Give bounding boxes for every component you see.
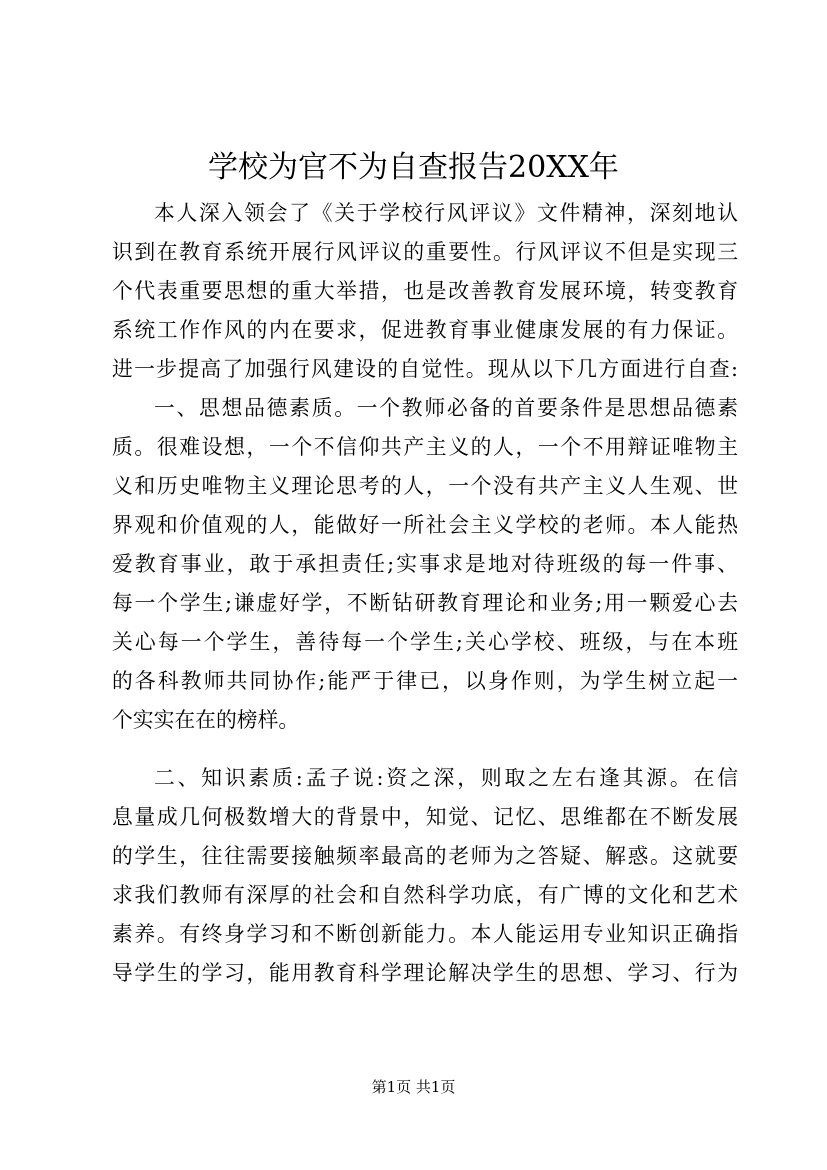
document-title: 学校为官不为自查报告20XX年: [208, 150, 619, 185]
paragraph-line: 的学生，往往需要接触频率最高的老师为之答疑、解惑。这就要: [112, 844, 738, 868]
paragraph-line: 爱教育事业，敢于承担责任;实事求是地对待班级的每一件事、: [112, 552, 738, 576]
paragraph-line: 本人深入领会了《关于学校行风评议》文件精神，深刻地认: [154, 201, 738, 225]
paragraph-moral-quality: [112, 389, 738, 740]
paragraph-line: 质。很难设想，一个不信仰共产主义的人，一个不用辩证唯物主: [112, 435, 738, 459]
paragraph-line: 系统工作作风的内在要求，促进教育事业健康发展的有力保证。: [112, 318, 738, 342]
paragraph-line: 素养。有终身学习和不断创新能力。本人能运用专业知识正确指: [112, 922, 738, 946]
paragraph-line: 二、知识素质:孟子说:资之深，则取之左右逢其源。在信: [154, 766, 738, 790]
document-body: [112, 194, 738, 993]
paragraph-line: 求我们教师有深厚的社会和自然科学功底，有广博的文化和艺术: [112, 883, 738, 907]
paragraph-line: 个实实在在的榜样。: [112, 708, 300, 732]
paragraph-line: 每一个学生;谦虚好学，不断钻研教育理论和业务;用一颗爱心去: [112, 591, 738, 615]
paragraph-line: 关心每一个学生，善待每一个学生;关心学校、班级，与在本班: [112, 630, 738, 654]
paragraph-line: 导学生的学习，能用教育科学理论解决学生的思想、学习、行为: [112, 961, 738, 985]
paragraph-line: 一、思想品德素质。一个教师必备的首要条件是思想品德素: [154, 396, 738, 420]
paragraph-line: 的各科教师共同协作;能严于律已，以身作则，为学生树立起一: [112, 669, 738, 693]
paragraph-line: 个代表重要思想的重大举措，也是改善教育发展环境，转变教育: [112, 279, 738, 303]
paragraph-knowledge-quality: [112, 759, 738, 993]
paragraph-intro: [112, 194, 738, 389]
paragraph-line: 识到在教育系统开展行风评议的重要性。行风评议不但是实现三: [112, 240, 738, 264]
page-number-footer: 第1页 共1页: [371, 1078, 456, 1096]
paragraph-line: 义和历史唯物主义理论思考的人，一个没有共产主义人生观、世: [112, 474, 738, 498]
paragraph-line: 息量成几何极数增大的背景中，知觉、记忆、思维都在不断发展: [112, 805, 738, 829]
paragraph-line: 界观和价值观的人，能做好一所社会主义学校的老师。本人能热: [112, 513, 738, 537]
paragraph-line: 进一步提高了加强行风建设的自觉性。现从以下几方面进行自查:: [112, 357, 738, 381]
